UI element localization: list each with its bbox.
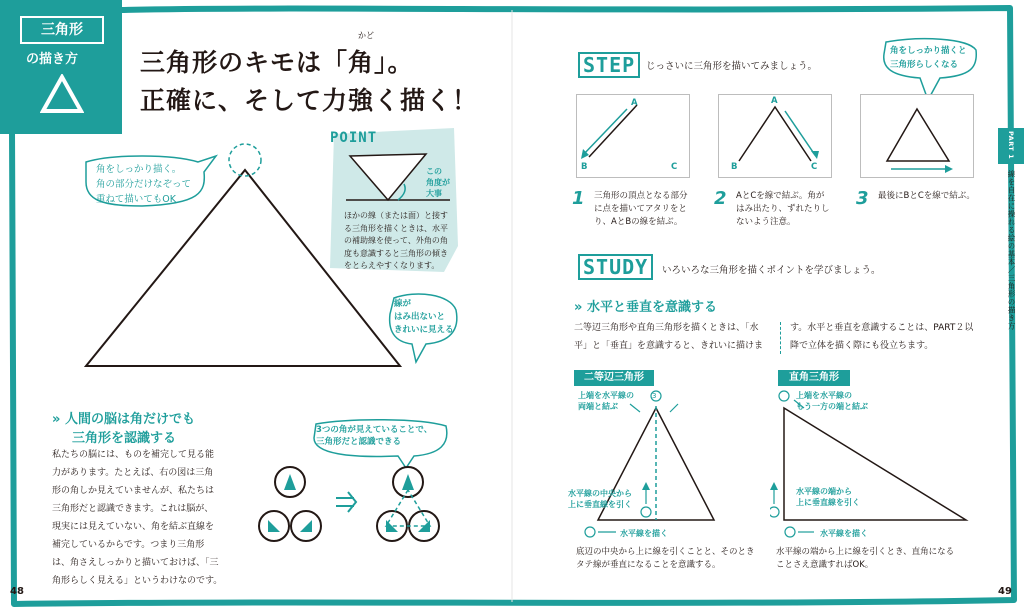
step-bubble-line: 三角形らしくなる <box>890 60 959 70</box>
part-tab-label: PART 1 <box>1007 131 1015 160</box>
isosceles-caption-line: タテ線が垂直になることを意識する。 <box>576 560 721 570</box>
point-text-line: の補助線を使って、外角の角 <box>344 236 448 245</box>
isosceles-note-line: 両端と結ぶ <box>578 402 618 411</box>
step-1-text-line: り、AとBの線を結ぶ。 <box>594 217 683 227</box>
right-note-line: 上に垂直線を引く <box>796 498 860 507</box>
right-note-bottom: 水平線を描く <box>820 529 868 538</box>
double-chevron-icon: » <box>52 412 65 427</box>
right-note-line: 上端を水平線の <box>796 391 852 400</box>
isosceles-note-line: 水平線の中央から <box>568 489 632 498</box>
point-text-line: をとらえやすくなります。 <box>344 261 440 270</box>
step-1-label-b: B <box>581 162 588 172</box>
bubble-corners-line: 三角形だと認識できる <box>316 437 402 447</box>
study-logo: STUDY <box>578 254 653 280</box>
right-note-top <box>796 390 868 412</box>
bubble-corner-line: 重ねて描いてもOK <box>96 194 176 205</box>
study-body-line: 二等辺三角形や直角三角形を描くときは、「水 <box>574 323 759 333</box>
step-2-number: 2 <box>714 188 727 209</box>
isosceles-caption <box>576 546 755 572</box>
isosceles-note-top <box>578 390 634 412</box>
column-divider <box>780 322 781 354</box>
step-2-label-a: A <box>771 96 778 106</box>
double-chevron-icon: » <box>574 300 587 315</box>
isosceles-note-mid <box>568 488 632 510</box>
body-line: は、角さえしっかりと描いておけば、「三 <box>52 558 219 568</box>
bubble-edge-line: はみ出ないと <box>394 312 446 322</box>
step-logo: STEP <box>578 52 640 78</box>
page-title-line1: 三角形のキモは「角」。 <box>140 48 414 77</box>
study-heading-text: 水平と垂直を意識する <box>586 300 717 315</box>
point-angle-note-line: この <box>426 167 442 176</box>
point-text <box>344 210 448 273</box>
study-intro: いろいろな三角形を描くポイントを学びましょう。 <box>662 265 881 276</box>
right-caption <box>776 546 954 572</box>
section-heading-line: 人間の脳は角だけでも <box>64 412 195 427</box>
section-heading-line: 三角形を認識する <box>72 431 177 446</box>
page-title <box>140 44 478 120</box>
point-angle-note <box>426 166 450 199</box>
corner-circles-figure <box>258 460 458 550</box>
isosceles-note-line: 上端を水平線の <box>578 391 634 400</box>
right-caption-line: 水平線の端から上に線を引くとき、直角になる <box>776 547 955 557</box>
step-1-text-line: 三角形の頂点となる部分 <box>594 191 688 201</box>
isosceles-label: 二等辺三角形 <box>574 370 654 386</box>
right-caption-line: ことさえ意識すればOK。 <box>776 560 874 570</box>
step-3-number: 3 <box>856 188 869 209</box>
chapter-tag-sub: の描き方 <box>26 52 79 67</box>
body-line: 現実には見えていない、角を結ぶ直線を <box>52 522 215 532</box>
isosceles-note-line: 上に垂直線を引く <box>568 500 632 509</box>
step-2-label-c: C <box>811 162 818 172</box>
point-text-line: ほかの線（または面）と接す <box>344 211 448 220</box>
bubble-corners <box>316 424 432 448</box>
bubble-edge-line: 線が <box>394 299 412 309</box>
step-2-text-line: ないよう注意。 <box>736 217 796 227</box>
point-logo: POINT <box>330 130 378 146</box>
section-heading-brain <box>52 408 195 446</box>
point-text-line: る三角形を描くときは、水平 <box>344 223 448 233</box>
title-ruby: かど <box>358 31 374 40</box>
step-1-label-a: A <box>631 98 638 108</box>
isosceles-note-bottom: 水平線を描く <box>620 529 668 538</box>
part-tab-text: 線を自在に操れる絵の基本／三角形の描き方 <box>1007 170 1016 330</box>
right-note-mid <box>796 486 860 508</box>
right-note-line: 水平線の端から <box>796 487 852 496</box>
step-bubble-line: 角をしっかり描くと <box>890 46 967 56</box>
bubble-edge-line: きれいに見える <box>394 325 454 335</box>
step-1-label-c: C <box>671 162 678 172</box>
bubble-edge <box>394 298 454 337</box>
chapter-tag-label: 三角形 <box>20 16 104 44</box>
body-line: 補完しているからです。つまり三角形 <box>52 540 205 550</box>
step-2-label-b: B <box>731 162 738 172</box>
bubble-corner-line: 角の部分だけなぞって <box>96 179 192 190</box>
step-3-text <box>878 190 975 203</box>
isosceles-caption-line: 底辺の中央から上に線を引くことと、そのとき <box>576 547 755 557</box>
step-1-text-line: に点を描いてアタリをと <box>594 204 687 214</box>
step-3-panel <box>860 94 974 178</box>
section-body-brain <box>52 446 222 590</box>
step-3-text-line: 最後にBとCを線で結ぶ。 <box>878 191 975 201</box>
step-2-text-line: はみ出たり、ずれたりし <box>736 204 830 214</box>
study-heading <box>574 296 717 315</box>
study-body-left <box>574 320 763 355</box>
step-2-text <box>736 190 830 229</box>
study-body-right <box>790 320 973 355</box>
body-line: 角形らしく見える」というわけなのです。 <box>52 576 223 586</box>
right-triangle-label: 直角三角形 <box>778 370 850 386</box>
study-body-line: 平」と「垂直」を意識すると、きれいに描けま <box>574 340 764 351</box>
point-text-line: 度も意識すると三角形の傾き <box>344 248 448 258</box>
study-body-line: 降で立体を描く際にも役立ちます。 <box>790 340 934 351</box>
step-intro: じっさいに三角形を描いてみましょう。 <box>646 61 818 72</box>
bubble-corner-line: 角をしっかり描く。 <box>96 164 182 175</box>
body-line: 私たちの脳には、ものを補完して見る能 <box>52 450 215 460</box>
body-line: 三角形だと認識できます。これは脳が、 <box>52 504 214 514</box>
triangle-icon <box>40 74 84 114</box>
body-line: 力があります。たとえば、右の図は三角 <box>52 468 214 478</box>
step-1-number: 1 <box>572 188 585 209</box>
bubble-corners-line: 3つの角が見えていることで、 <box>316 425 433 435</box>
page-number-left: 48 <box>10 586 24 597</box>
page-number-right: 49 <box>998 586 1012 597</box>
step-1-panel <box>576 94 690 178</box>
step-1-text <box>594 190 688 229</box>
chapter-tag <box>0 0 122 134</box>
step-2-panel <box>718 94 832 178</box>
point-angle-note-line: 角度が <box>426 178 450 187</box>
study-body-line: す。水平と垂直を意識することは、PART２以 <box>790 323 974 333</box>
right-note-line: もう一方の端と結ぶ <box>796 402 868 411</box>
part-tab <box>998 128 1024 164</box>
bubble-corner <box>96 162 191 207</box>
step-3-drawing <box>861 95 973 177</box>
step-bubble <box>890 44 967 72</box>
step-2-text-line: AとCを線で結ぶ。角が <box>736 191 825 201</box>
point-angle-note-line: 大事 <box>426 189 442 198</box>
page-title-line2: 正確に、そして力強く描く！ <box>140 86 479 115</box>
body-line: 形の角しか見えていませんが、私たちは <box>52 486 215 496</box>
circle-3-number: 3 <box>652 392 657 400</box>
